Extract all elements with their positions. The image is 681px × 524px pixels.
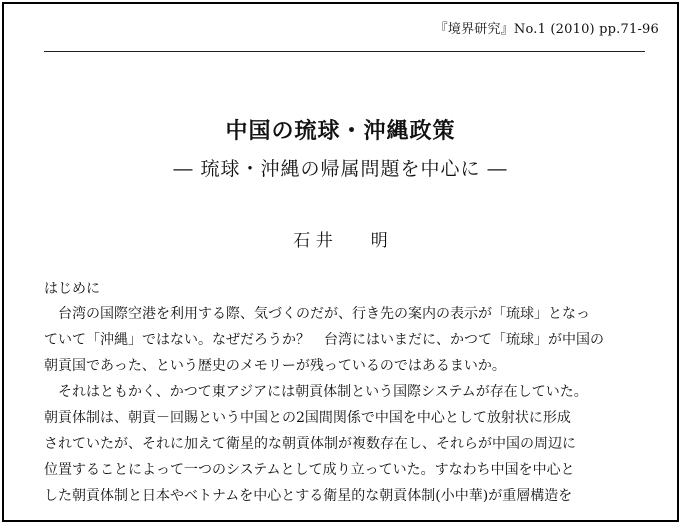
page-frame <box>2 2 679 522</box>
header-rule <box>44 51 645 52</box>
author-given-name: 明 <box>370 231 388 251</box>
body-line: それはともかく、かつて東アジアには朝貢体制という国際システムが存在していた。 <box>58 384 588 400</box>
body-line: されていたが、それに加えて衛星的な朝貢体制が複数存在し、それらが中国の周辺に <box>44 436 576 452</box>
author-name <box>4 226 677 251</box>
article-subtitle: ― 琉球・沖縄の帰属問題を中心に ― <box>173 158 508 180</box>
body-line: 朝貢体制は、朝貢－回賜という中国との2国間関係で中国を中心として放射状に形成 <box>44 410 571 426</box>
journal-citation: 『境界研究』No.1 (2010) pp.71-96 <box>434 22 659 37</box>
body-line: 朝貢国であった、という歴史のメモリーが残っているのではあるまいか。 <box>44 358 506 374</box>
body-line: した朝貢体制と日本やベトナムを中心とする衛星的な朝貢体制(小中華)が重層構造を <box>44 488 573 504</box>
body-line: 位置することによって一つのシステムとして成り立っていた。すなわち中国を中心と <box>44 462 575 478</box>
author-surname: 石 井 <box>293 231 333 251</box>
section-heading: はじめに <box>44 281 100 297</box>
body-line: 台湾の国際空港を利用する際、気づくのだが、行き先の案内の表示が「琉球」となっ <box>58 306 590 322</box>
article-title: 中国の琉球・沖縄政策 <box>225 118 456 144</box>
body-line: ていて「沖縄」ではない。なぜだろうか？ 台湾にはいまだに、かつて「琉球」が中国の <box>44 332 604 348</box>
body-text <box>44 301 644 509</box>
